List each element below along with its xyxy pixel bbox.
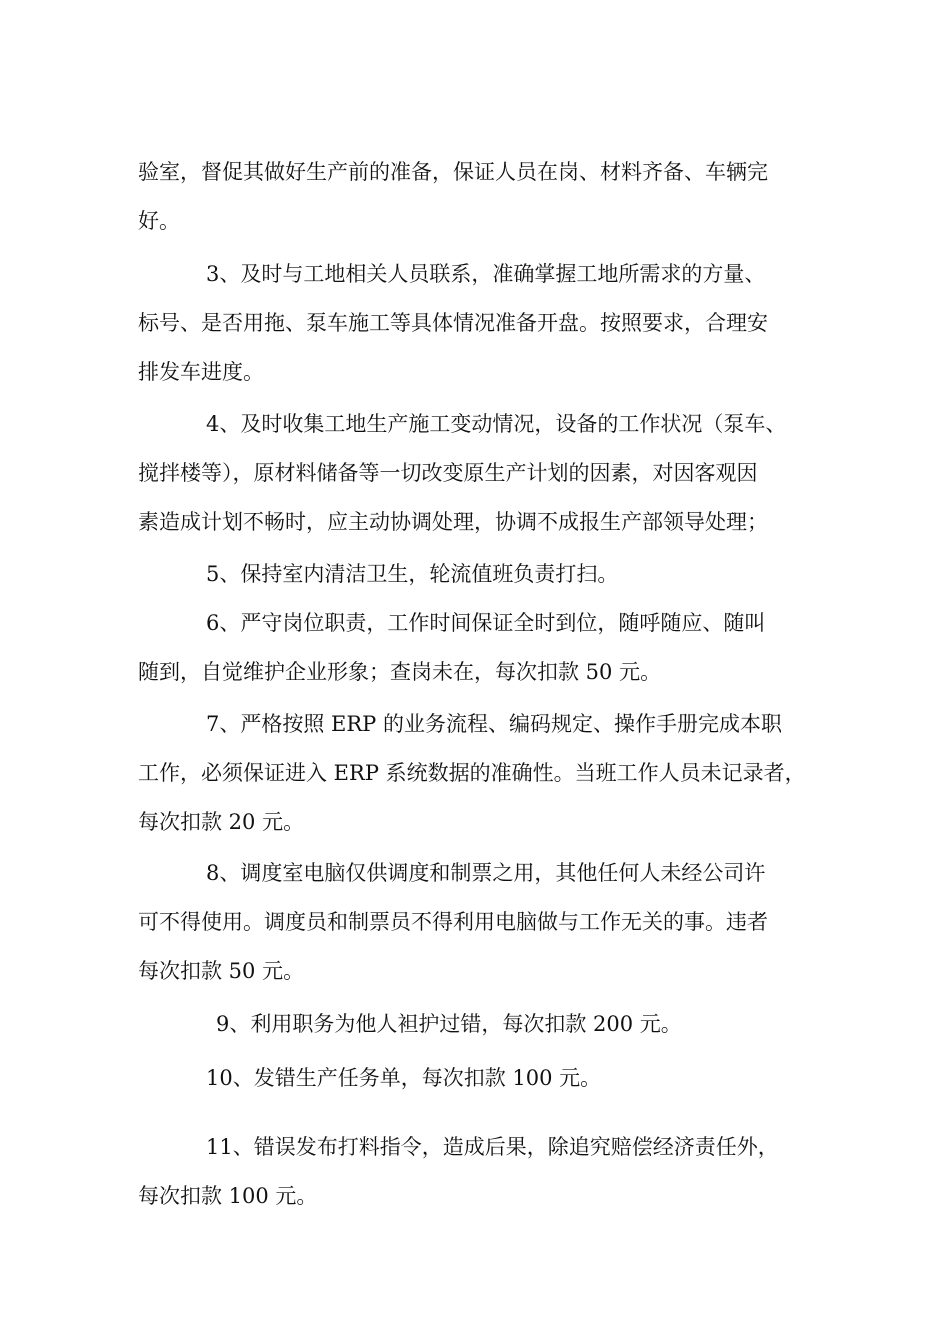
paragraph-5: 5、保持室内清洁卫生，轮流值班负责打扫。: [206, 562, 619, 586]
text-line: 好。: [138, 209, 180, 233]
text-line: 随到，自觉维护企业形象；查岗未在，每次扣款 50 元。: [138, 660, 662, 684]
paragraph-8-start: 8、调度室电脑仅供调度和制票之用，其他任何人未经公司许: [206, 861, 766, 885]
paragraph-7-start: 7、严格按照 ERP 的业务流程、编码规定、操作手册完成本职: [206, 712, 782, 736]
text-line: 每次扣款 20 元。: [138, 810, 305, 834]
text-line: 每次扣款 50 元。: [138, 959, 305, 983]
text-line: 工作，必须保证进入 ERP 系统数据的准确性。当班工作人员未记录者，: [138, 761, 806, 785]
text-line: 每次扣款 100 元。: [138, 1184, 318, 1208]
paragraph-9: 9、利用职务为他人袒护过错，每次扣款 200 元。: [216, 1012, 682, 1036]
text-line: 素造成计划不畅时，应主动协调处理，协调不成报生产部领导处理；: [138, 510, 768, 534]
text-line: 验室，督促其做好生产前的准备，保证人员在岗、材料齐备、车辆完: [138, 160, 768, 184]
text-line: 排发车进度。: [138, 360, 264, 384]
paragraph-10: 10、发错生产任务单，每次扣款 100 元。: [206, 1066, 602, 1090]
paragraph-11-start: 11、错误发布打料指令，造成后果，除追究赔偿经济责任外，: [206, 1135, 779, 1159]
paragraph-6-start: 6、严守岗位职责，工作时间保证全时到位，随呼随应、随叫: [206, 611, 766, 635]
text-line: 标号、是否用拖、泵车施工等具体情况准备开盘。按照要求，合理安: [138, 311, 768, 335]
text-line: 可不得使用。调度员和制票员不得利用电脑做与工作无关的事。违者: [138, 910, 768, 934]
paragraph-3-start: 3、及时与工地相关人员联系，准确掌握工地所需求的方量、: [206, 262, 766, 286]
paragraph-4-start: 4、及时收集工地生产施工变动情况，设备的工作状况（泵车、: [206, 412, 787, 436]
text-line: 搅拌楼等），原材料储备等一切改变原生产计划的因素，对因客观因: [138, 461, 758, 485]
